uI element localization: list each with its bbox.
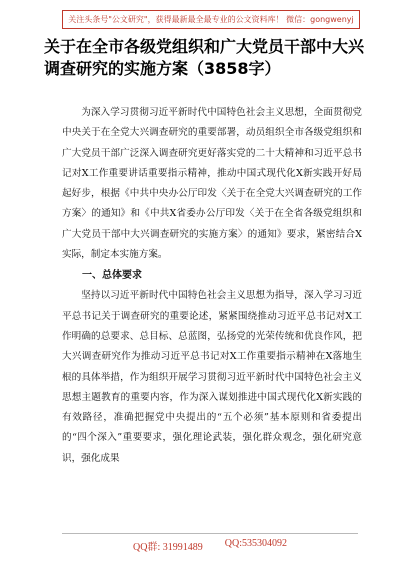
document-title: 关于在全市各级党组织和广大党员干部中大兴调查研究的实施方案（3858字） xyxy=(44,37,365,78)
footer-qq-group: QQ群: 31991489 xyxy=(133,542,203,553)
footer-qq: QQ:535304092 xyxy=(224,538,287,549)
footer-divider xyxy=(62,533,358,534)
header-banner: 关注头条号"公文研究"，获得最新最全最专业的公文资料库！ 微信：gongwenyj xyxy=(62,10,360,29)
intro-paragraph: 为深入学习贯彻习近平新时代中国特色社会主义思想，全面贯彻党中央关于在全党大兴调查研究的重要部署，动员组织全市各级党组织和广大党员干部广泛深入调查研究更好落实党的二十大精神和习近平总书记对X工作重要讲话重要指示精神，推动中国式现代化X新实践开好局起好步，根据《中共中央办公厅印发〈关于在全党大兴调查研究的工作方案〉的通知》和《中共X省委办公厅印发〈关于在全省各级党组织和广大党员干部中大兴调查研究的实施方案〉的通知》要求，紧密结合X实际，制定本实施方案。 xyxy=(62,107,362,261)
document-body xyxy=(62,103,362,469)
section-heading: 一、总体要求 xyxy=(82,270,142,282)
section-paragraph: 坚持以习近平新时代中国特色社会主义思想为指导，深入学习习近平总书记关于调查研究的重要论述，紧紧围绕推动习近平总书记对X工作明确的总要求、总目标、总蓝图，弘扬党的光荣传统和优良作风，把大兴调查研究作为推动习近平总书记对X工作重要指示精神在X落地生根的具体举措，作为组织开展学习贯彻习近平新时代中国特色社会主义思想主题教育的重要内容，作为深入谋划推进中国式现代化X新实践的有效路径，准确把握党中央提出的“五个必须”基本原则和省委提出的“四个深入”重要要求，强化理论武装，强化群众观念，强化研究意识，强化成果 xyxy=(62,290,362,464)
footer xyxy=(62,538,358,553)
